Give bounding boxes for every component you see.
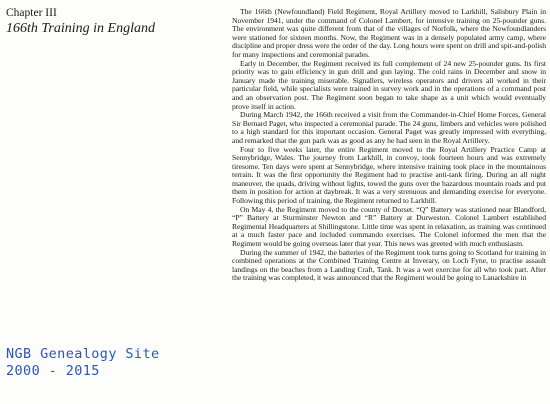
chapter-heading (6, 7, 216, 37)
body-paragraph: During the summer of 1942, the batteries of the Regiment took turns going to Scotland for training in combined operations at the Combined Training Centre at Inverary, on Loch Fyne, to practise assault landings on the beaches from a Landing Craft, Tank. It was a wet exercise for all who took part. After the training was completed, it was announced that the Regiment would be going to Lanarkshire in (232, 247, 546, 283)
site-watermark (6, 346, 306, 380)
body-text-column (232, 8, 546, 404)
body-paragraph: On May 4, the Regiment moved to the county of Dorset. “Q” Battery was stationed near Blandford, “P” Battery at Sturminster Newton and “R” Battery at Durweston. Colonel Lambert established Regimental Headquarters at Shillingstone. Little time was spent in relaxation, as training was continued at a much faster pace and included commando exercises. The Colonel informed the men that the Regiment would be going overseas later that year. This news was greeted with much enthusiasm. (232, 204, 546, 249)
chapter-title: 166th Training in England (6, 21, 155, 36)
body-paragraph: Four to five weeks later, the entire Regiment moved to the Royal Artillery Practice Camp at Sennybridge, Wales. The journey from Larkhill, in convoy, took fourteen hours and was extremely tiresome. Ten days were spent at Sennybridge, where intensive training took place in the mountainous terrain. It was the first opportunity the Regiment had to practise anti-tank firing. During an all night maneuver, the quads, driving without lights, towed the guns over the hazardous mountain roads and put them in position for action at daybreak. It was a very strenuous and demanding exercise for everyone. Following this period of training, the Regiment returned to Larkhill. (232, 144, 546, 206)
body-paragraph: The 166th (Newfoundland) Field Regiment, Royal Artillery moved to Larkhill, Salisbury Plain in November 1941, under the command of Colonel Lambert, for intensive training on 25-pounder guns. The environment was quite different from that of the villages of Norfolk, where the Newfoundlanders were stationed for sixteen months. Now, the Regiment was in a densely populated army camp, where discipline and proper dress were the order of the day. Long hours were spent on drill and spit-and-polish for many inspections and ceremonial parades. (232, 8, 546, 59)
chapter-label: Chapter III (6, 7, 57, 19)
watermark-line-site: NGB Genealogy Site (6, 346, 160, 362)
body-paragraph: Early in December, the Regiment received its full complement of 24 new 25-pounder guns. Its first priority was to gain efficiency in gun drill and gun laying. The cold rains in December and snow in January made the training miserable. Signallers, wireless operators and drivers all worked in their particular field, while specialists were trained in survey work and in the operations of a command post and an observation post. The Regiment soon began to take shape as a unit which would eventually prove itself in action. (232, 58, 546, 111)
body-paragraph: During March 1942, the 166th received a visit from the Commander-in-Chief Home Forces, General Sir Bernard Paget, who inspected a ceremonial parade. The 24 guns, limbers and vehicles were polished to a high standard for this important occasion. General Paget was greatly impressed with everything, and remarked that the gun park was as good as any he had seen in the Royal Artillery. (232, 110, 546, 145)
watermark-line-years: 2000 - 2015 (6, 363, 100, 379)
